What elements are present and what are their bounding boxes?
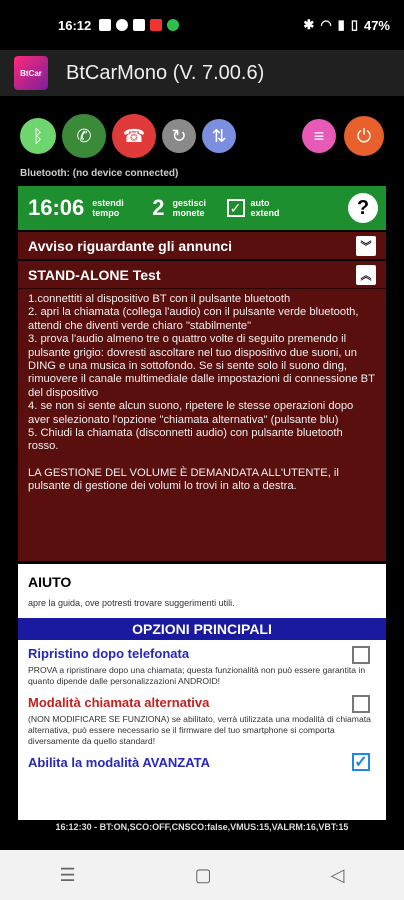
option-desc: (NON MODIFICARE SE FUNZIONA) se abilitato, verrà utilizzata una modalità di chiamata alternativa, può essere necessario se il firmware del tuo smartphone si comporta diversamente da quello standard! [28, 714, 371, 746]
instruction-line: 3. prova l'audio almeno tre o quattro volte di seguito premendo il pulsante grigio: dovresti ascoltare nel tuo dispositivo due suoni, un DING e una musica in sottofondo. Se si sente solo il suono ding, rimuovere il canale multimediale dalle impostazioni di connessione BT del dispositivo [28, 333, 375, 399]
instruction-line: 4. se non si sente alcun suono, ripetere le stesse operazioni dopo aver selezionato l'opzione "chiamata alternativa" (pulsante blu) [28, 400, 354, 426]
option-title: Modalità chiamata alternativa [28, 695, 210, 710]
main-options-header: OPZIONI PRINCIPALI [18, 618, 386, 640]
connection-status-line: 16:12:30 - BT:ON,SCO:OFF,CNSCO:false,VMUS:15,VALRM:16,VBT:15 [55, 822, 349, 832]
auto-extend-checkbox[interactable] [227, 199, 245, 217]
standalone-header[interactable] [18, 261, 386, 289]
auto-extend-label [251, 198, 291, 218]
collapse-icon[interactable]: ︽ [356, 265, 376, 285]
options-area [18, 564, 386, 820]
extend-label-2: tempo [92, 208, 120, 218]
check-icon: ✓ [229, 199, 242, 216]
extend-time-button[interactable] [92, 198, 132, 218]
spotify-icon [167, 19, 179, 31]
linkedin-icon [99, 19, 111, 31]
volume-button[interactable] [302, 119, 336, 153]
standalone-instructions [18, 289, 386, 500]
status-bar [0, 0, 404, 50]
bluetooth-status-text: Bluetooth: (no device connected) [20, 168, 179, 179]
app-logo-text: BtCar [20, 68, 42, 78]
coins-count[interactable]: 2 [152, 195, 165, 220]
home-icon[interactable]: ▢ [194, 864, 212, 885]
option-title: Ripristino dopo telefonata [28, 646, 190, 661]
help-title: AIUTO [28, 574, 72, 590]
help-icon: ? [356, 196, 370, 219]
ads-notice-panel [18, 232, 386, 260]
standalone-title: STAND-ALONE Test [28, 266, 161, 283]
ads-notice-title: Avviso riguardante gli annunci [28, 237, 233, 254]
instruction-line: 2. apri la chiamata (collega l'audio) con il pulsante verde bluetooth, attendi che diventi verde chiaro "stabilmente" [28, 306, 359, 332]
recents-icon[interactable]: ☰ [59, 864, 76, 885]
control-row [0, 106, 404, 166]
alternative-call-button[interactable] [202, 119, 236, 153]
restore-after-call-checkbox[interactable] [352, 646, 370, 664]
instruction-line: 5. Chiudi la chiamata (disconnetti audio) con pulsante bluetooth rosso. [28, 427, 343, 453]
option-title: Abilita la modalità AVANZATA [28, 755, 211, 770]
hangup-icon: ☎ [122, 125, 146, 146]
option-desc: PROVA a ripristinare dopo una chiamata; questa funzionalità non può essere garantita in quanto dipende dalle personalizzazioni ANDROID! [28, 665, 366, 686]
bluetooth-status-icon: ✱ [303, 17, 315, 32]
option-advanced-mode[interactable] [18, 747, 386, 770]
battery-percent: 47% [363, 17, 390, 33]
expand-icon[interactable]: ︾ [356, 236, 376, 256]
coins-label-2: monete [172, 208, 205, 218]
notification-icons [99, 19, 179, 31]
timer-bar [18, 186, 386, 230]
more-notifications-icon [133, 19, 145, 31]
help-button[interactable] [348, 193, 378, 223]
bluetooth-icon: ᛒ [32, 125, 44, 146]
advanced-mode-checkbox[interactable] [352, 753, 370, 771]
app-logo [14, 56, 48, 90]
youtube-icon [150, 19, 162, 31]
phone-icon: ✆ [76, 125, 92, 146]
option-alternative-call[interactable] [18, 687, 386, 747]
app-title: BtCarMono (V. 7.00.6) [66, 61, 265, 84]
ads-notice-header[interactable] [18, 232, 386, 260]
battery-icon: ▯ [350, 17, 358, 32]
wifi-icon: ◠ [320, 17, 332, 32]
power-button[interactable] [344, 116, 384, 156]
test-audio-button[interactable] [162, 119, 196, 153]
standalone-panel [18, 261, 386, 561]
timer-value[interactable]: 16:06 [28, 195, 85, 220]
call-button[interactable] [62, 114, 106, 158]
volume-note: LA GESTIONE DEL VOLUME È DEMANDATA ALL'UTENTE, il pulsante di gestione dei volumi lo trovi in alto a destra. [28, 466, 339, 493]
equalizer-icon: ≡ [313, 125, 325, 146]
option-restore-after-call[interactable] [18, 640, 386, 687]
instagram-icon [116, 19, 128, 31]
auto-label-2: extend [250, 208, 280, 218]
reconnect-icon: ↻ [171, 125, 187, 146]
route-icon: ⇅ [211, 125, 227, 146]
alternative-call-checkbox[interactable] [352, 695, 370, 713]
coins-label-1: gestisci [172, 198, 207, 208]
navigation-bar [0, 850, 404, 900]
help-subtitle: apre la guida, ove potresti trovare suggerimenti utili. [28, 598, 235, 608]
extend-label-1: estendi [92, 198, 124, 208]
app-bar [0, 50, 404, 96]
check-icon: ✓ [354, 754, 368, 771]
help-section[interactable] [18, 564, 386, 608]
status-time: 16:12 [58, 17, 92, 33]
hangup-button[interactable] [112, 114, 156, 158]
signal-icon: ▮ [337, 17, 345, 32]
power-icon: ⏻ [356, 125, 372, 146]
manage-coins-button[interactable] [173, 198, 213, 218]
auto-label-1: auto [250, 198, 270, 208]
instruction-line: 1.connettiti al dispositivo BT con il pulsante bluetooth [28, 293, 291, 305]
system-icons [303, 17, 390, 33]
back-icon[interactable]: ◁ [330, 864, 345, 885]
bluetooth-button[interactable] [20, 118, 56, 154]
